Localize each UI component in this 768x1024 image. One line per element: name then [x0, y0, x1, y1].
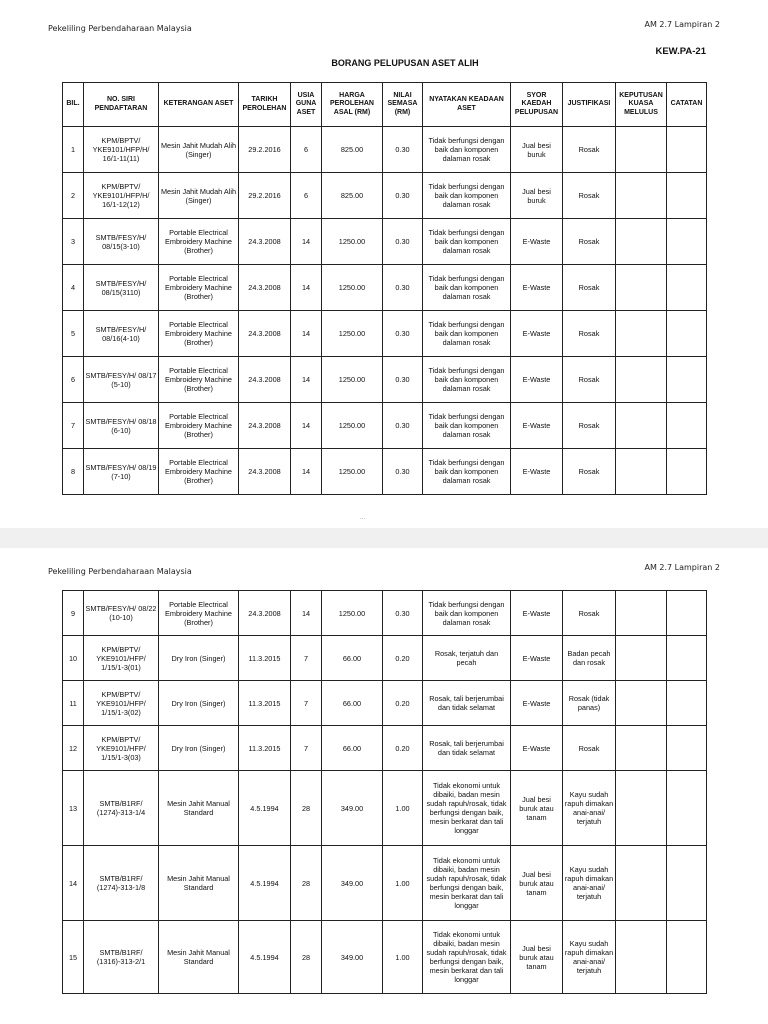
table-row — [63, 681, 707, 726]
table-cell: 14 — [291, 357, 322, 403]
table-cell: Rosak, tali berjerumbai dan tidak selamat — [423, 726, 511, 771]
table-cell — [667, 357, 707, 403]
column-header: KEPUTUSAN KUASA MELULUS — [616, 83, 667, 127]
table-cell: Portable Electrical Embroidery Machine (Brother) — [159, 219, 239, 265]
table-cell — [667, 173, 707, 219]
table-cell: 14 — [291, 403, 322, 449]
table-cell: Tidak ekonomi untuk dibaiki, badan mesin sudah rapuh/rosak, tidak berfungsi dengan baik, mesin berkarat dan tali longgar — [423, 921, 511, 994]
table-cell: 1250.00 — [322, 403, 383, 449]
table-cell — [616, 403, 667, 449]
table-cell — [667, 127, 707, 173]
column-header: SYOR KAEDAH PELUPUSAN — [511, 83, 563, 127]
page-number: ... — [360, 515, 366, 521]
table-cell: 6 — [63, 357, 84, 403]
table-cell: Portable Electrical Embroidery Machine (Brother) — [159, 591, 239, 636]
table-cell: Rosak — [563, 357, 616, 403]
table-cell: Mesin Jahit Manual Standard — [159, 846, 239, 921]
table-cell: 28 — [291, 771, 322, 846]
column-header: CATATAN — [667, 83, 707, 127]
table-cell: Jual besi buruk — [511, 173, 563, 219]
table-cell: 7 — [63, 403, 84, 449]
table-cell: 14 — [291, 311, 322, 357]
table-cell: 6 — [291, 173, 322, 219]
table-cell: Rosak — [563, 173, 616, 219]
table-cell: Kayu sudah rapuh dimakan anai-anai/ terjatuh — [563, 846, 616, 921]
table-cell: Mesin Jahit Manual Standard — [159, 771, 239, 846]
table-cell — [616, 311, 667, 357]
table-cell: KPM/BPTV/ YKE9101/HFP/H/ 16/1-12(12) — [84, 173, 159, 219]
table-cell: 3 — [63, 219, 84, 265]
table-cell: 9 — [63, 591, 84, 636]
table-cell — [667, 265, 707, 311]
table-cell: Dry Iron (Singer) — [159, 681, 239, 726]
table-cell: 11.3.2015 — [239, 681, 291, 726]
table-cell: Rosak — [563, 219, 616, 265]
table-cell: Portable Electrical Embroidery Machine (Brother) — [159, 311, 239, 357]
table-cell: 24.3.2008 — [239, 591, 291, 636]
table-cell: Mesin Jahit Mudah Alih (Singer) — [159, 127, 239, 173]
table-cell: Tidak berfungsi dengan baik dan komponen dalaman rosak — [423, 127, 511, 173]
table-cell: Rosak, tali berjerumbai dan tidak selamat — [423, 681, 511, 726]
table-cell: Portable Electrical Embroidery Machine (Brother) — [159, 403, 239, 449]
table-cell: Jual besi buruk — [511, 127, 563, 173]
table-cell: 1250.00 — [322, 449, 383, 495]
table-cell: 0.30 — [383, 127, 423, 173]
asset-table-page-1 — [62, 82, 707, 495]
circular-header: Pekeliling Perbendaharaan Malaysia — [48, 24, 192, 33]
table-cell: SMTB/FESY/H/ 08/16(4-10) — [84, 311, 159, 357]
table-cell: 1250.00 — [322, 265, 383, 311]
table-cell: 4 — [63, 265, 84, 311]
table-cell — [667, 219, 707, 265]
table-cell — [616, 846, 667, 921]
table-cell: Tidak ekonomi untuk dibaiki, badan mesin sudah rapuh/rosak, tidak berfungsi dengan baik, mesin berkarat dan tali longgar — [423, 771, 511, 846]
table-cell: SMTB/FESY/H/ 08/22 (10-10) — [84, 591, 159, 636]
column-header: NILAI SEMASA (RM) — [383, 83, 423, 127]
table-cell: Rosak — [563, 726, 616, 771]
table-cell: 14 — [291, 449, 322, 495]
table-cell: 0.30 — [383, 173, 423, 219]
page-gap — [0, 528, 768, 548]
table-cell: 0.20 — [383, 681, 423, 726]
table-cell — [616, 771, 667, 846]
table-row — [63, 771, 707, 846]
table-cell: E-Waste — [511, 681, 563, 726]
table-cell: 13 — [63, 771, 84, 846]
table-cell: 1250.00 — [322, 311, 383, 357]
appendix-label: AM 2.7 Lampiran 2 — [644, 563, 720, 572]
table-cell: E-Waste — [511, 403, 563, 449]
table-cell: 0.30 — [383, 265, 423, 311]
table-row — [63, 219, 707, 265]
table-cell: 11.3.2015 — [239, 726, 291, 771]
table-cell: 0.30 — [383, 357, 423, 403]
table-row — [63, 726, 707, 771]
table-cell: Rosak — [563, 311, 616, 357]
table-cell: Tidak berfungsi dengan baik dan komponen dalaman rosak — [423, 449, 511, 495]
table-cell: 0.20 — [383, 726, 423, 771]
table-cell: SMTB/FESY/H/ 08/15(3-10) — [84, 219, 159, 265]
table-row — [63, 265, 707, 311]
table-cell: SMTB/B1RF/ (1274)-313-1/4 — [84, 771, 159, 846]
table-cell: Portable Electrical Embroidery Machine (Brother) — [159, 357, 239, 403]
table-cell: 349.00 — [322, 921, 383, 994]
asset-table-page-2 — [62, 590, 707, 994]
table-cell: Mesin Jahit Mudah Alih (Singer) — [159, 173, 239, 219]
table-cell — [667, 846, 707, 921]
table-cell: Rosak — [563, 449, 616, 495]
table-cell: Tidak berfungsi dengan baik dan komponen dalaman rosak — [423, 265, 511, 311]
table-cell: Rosak, terjatuh dan pecah — [423, 636, 511, 681]
table-cell: E-Waste — [511, 726, 563, 771]
table-cell: 1.00 — [383, 921, 423, 994]
table-cell — [616, 265, 667, 311]
table-cell — [667, 449, 707, 495]
column-header: JUSTIFIKASI — [563, 83, 616, 127]
table-row — [63, 311, 707, 357]
table-cell — [616, 173, 667, 219]
table-cell — [616, 921, 667, 994]
circular-header: Pekeliling Perbendaharaan Malaysia — [48, 567, 192, 576]
table-cell: 7 — [291, 681, 322, 726]
table-row — [63, 403, 707, 449]
table-cell: 14 — [291, 591, 322, 636]
table-cell: 66.00 — [322, 726, 383, 771]
table-cell: 10 — [63, 636, 84, 681]
table-cell: KPM/BPTV/ YKE9101/HFP/H/ 16/1-11(11) — [84, 127, 159, 173]
table-cell: 24.3.2008 — [239, 311, 291, 357]
table-cell: 4.5.1994 — [239, 846, 291, 921]
table-cell: E-Waste — [511, 636, 563, 681]
table-cell: 0.20 — [383, 636, 423, 681]
table-cell: E-Waste — [511, 219, 563, 265]
table-row — [63, 636, 707, 681]
table-row — [63, 449, 707, 495]
table-cell: SMTB/FESY/H/ 08/19 (7-10) — [84, 449, 159, 495]
table-cell: 1250.00 — [322, 219, 383, 265]
table-cell: Tidak berfungsi dengan baik dan komponen dalaman rosak — [423, 403, 511, 449]
table-cell: Tidak berfungsi dengan baik dan komponen dalaman rosak — [423, 591, 511, 636]
table-row — [63, 921, 707, 994]
table-cell — [616, 591, 667, 636]
table-row — [63, 127, 707, 173]
table-cell: 24.3.2008 — [239, 449, 291, 495]
table-cell: 8 — [63, 449, 84, 495]
column-header: KETERANGAN ASET — [159, 83, 239, 127]
table-cell: 24.3.2008 — [239, 357, 291, 403]
table-cell: E-Waste — [511, 311, 563, 357]
column-header: NO. SIRI PENDAFTARAN — [84, 83, 159, 127]
table-cell: Kayu sudah rapuh dimakan anai-anai/ terjatuh — [563, 771, 616, 846]
table-cell: SMTB/B1RF/ (1274)-313-1/8 — [84, 846, 159, 921]
table-cell — [616, 357, 667, 403]
table-cell: E-Waste — [511, 265, 563, 311]
table-cell: Rosak (tidak panas) — [563, 681, 616, 726]
table-cell: Tidak berfungsi dengan baik dan komponen dalaman rosak — [423, 357, 511, 403]
table-cell: Jual besi buruk atau tanam — [511, 846, 563, 921]
table-cell: E-Waste — [511, 591, 563, 636]
table-cell: 0.30 — [383, 219, 423, 265]
form-number: KEW.PA-21 — [655, 46, 706, 57]
table-cell: 1250.00 — [322, 357, 383, 403]
table-cell: 7 — [291, 726, 322, 771]
appendix-label: AM 2.7 Lampiran 2 — [644, 20, 720, 29]
table-cell: 2 — [63, 173, 84, 219]
table-cell — [616, 127, 667, 173]
table-row — [63, 173, 707, 219]
table-cell: E-Waste — [511, 449, 563, 495]
table-cell: Dry Iron (Singer) — [159, 636, 239, 681]
table-cell: Rosak — [563, 127, 616, 173]
table-cell: SMTB/B1RF/ (1316)-313-2/1 — [84, 921, 159, 994]
table-cell: 66.00 — [322, 681, 383, 726]
table-cell: Portable Electrical Embroidery Machine (Brother) — [159, 265, 239, 311]
table-cell: 11 — [63, 681, 84, 726]
table-cell: 11.3.2015 — [239, 636, 291, 681]
table-cell: Tidak ekonomi untuk dibaiki, badan mesin sudah rapuh/rosak, tidak berfungsi dengan baik, mesin berkarat dan tali longgar — [423, 846, 511, 921]
table-cell — [667, 403, 707, 449]
table-cell: Portable Electrical Embroidery Machine (Brother) — [159, 449, 239, 495]
table-cell: SMTB/FESY/H/ 08/15(3110) — [84, 265, 159, 311]
form-title: BORANG PELUPUSAN ASET ALIH — [331, 58, 479, 68]
table-cell: 1250.00 — [322, 591, 383, 636]
table-cell: 7 — [291, 636, 322, 681]
table-cell — [667, 591, 707, 636]
table-cell — [616, 726, 667, 771]
table-cell: 0.30 — [383, 311, 423, 357]
table-cell: Rosak — [563, 591, 616, 636]
table-cell: 14 — [291, 265, 322, 311]
table-cell: Rosak — [563, 403, 616, 449]
table-cell: 24.3.2008 — [239, 403, 291, 449]
table-cell — [667, 681, 707, 726]
table-cell: 0.30 — [383, 449, 423, 495]
table-cell: 4.5.1994 — [239, 771, 291, 846]
table-cell: 349.00 — [322, 771, 383, 846]
table-header-row — [63, 83, 707, 127]
column-header: NYATAKAN KEADAAN ASET — [423, 83, 511, 127]
table-cell: 14 — [63, 846, 84, 921]
table-cell: 15 — [63, 921, 84, 994]
table-cell: Mesin Jahit Manual Standard — [159, 921, 239, 994]
table-cell: E-Waste — [511, 357, 563, 403]
table-cell — [616, 681, 667, 726]
table-cell: 14 — [291, 219, 322, 265]
table-row — [63, 357, 707, 403]
table-cell — [616, 449, 667, 495]
column-header: HARGA PEROLEHAN ASAL (RM) — [322, 83, 383, 127]
table-cell: KPM/BPTV/ YKE9101/HFP/ 1/15/1-3(02) — [84, 681, 159, 726]
table-cell: 349.00 — [322, 846, 383, 921]
table-cell: SMTB/FESY/H/ 08/18 (6-10) — [84, 403, 159, 449]
table-cell — [616, 636, 667, 681]
table-row — [63, 591, 707, 636]
table-cell: 24.3.2008 — [239, 265, 291, 311]
table-cell: 825.00 — [322, 173, 383, 219]
table-cell: 1.00 — [383, 771, 423, 846]
table-cell: 12 — [63, 726, 84, 771]
page-2 — [0, 548, 768, 1024]
table-cell: Rosak — [563, 265, 616, 311]
table-cell: 1 — [63, 127, 84, 173]
column-header: USIA GUNA ASET — [291, 83, 322, 127]
table-cell: 28 — [291, 846, 322, 921]
table-cell — [667, 771, 707, 846]
table-cell — [616, 219, 667, 265]
table-cell: KPM/BPTV/ YKE9101/HFP/ 1/15/1-3(03) — [84, 726, 159, 771]
table-cell — [667, 921, 707, 994]
table-cell: KPM/BPTV/ YKE9101/HFP/ 1/15/1-3(01) — [84, 636, 159, 681]
table-cell: Jual besi buruk atau tanam — [511, 771, 563, 846]
table-cell: 66.00 — [322, 636, 383, 681]
column-header: BIL. — [63, 83, 84, 127]
table-row — [63, 846, 707, 921]
table-cell: 4.5.1994 — [239, 921, 291, 994]
table-cell: Tidak berfungsi dengan baik dan komponen dalaman rosak — [423, 311, 511, 357]
table-cell: Tidak berfungsi dengan baik dan komponen dalaman rosak — [423, 173, 511, 219]
table-cell: 1.00 — [383, 846, 423, 921]
table-cell: 5 — [63, 311, 84, 357]
table-cell: Dry Iron (Singer) — [159, 726, 239, 771]
table-cell: 0.30 — [383, 403, 423, 449]
table-cell — [667, 311, 707, 357]
table-cell: 24.3.2008 — [239, 219, 291, 265]
table-cell: Badan pecah dan rosak — [563, 636, 616, 681]
table-cell: Kayu sudah rapuh dimakan anai-anai/ terjatuh — [563, 921, 616, 994]
table-cell: 825.00 — [322, 127, 383, 173]
table-cell: SMTB/FESY/H/ 08/17 (5-10) — [84, 357, 159, 403]
table-cell: 29.2.2016 — [239, 173, 291, 219]
table-cell: 0.30 — [383, 591, 423, 636]
table-cell: Tidak berfungsi dengan baik dan komponen dalaman rosak — [423, 219, 511, 265]
column-header: TARIKH PEROLEHAN — [239, 83, 291, 127]
table-cell: Jual besi buruk atau tanam — [511, 921, 563, 994]
table-cell — [667, 726, 707, 771]
table-cell — [667, 636, 707, 681]
table-cell: 6 — [291, 127, 322, 173]
table-cell: 28 — [291, 921, 322, 994]
table-cell: 29.2.2016 — [239, 127, 291, 173]
